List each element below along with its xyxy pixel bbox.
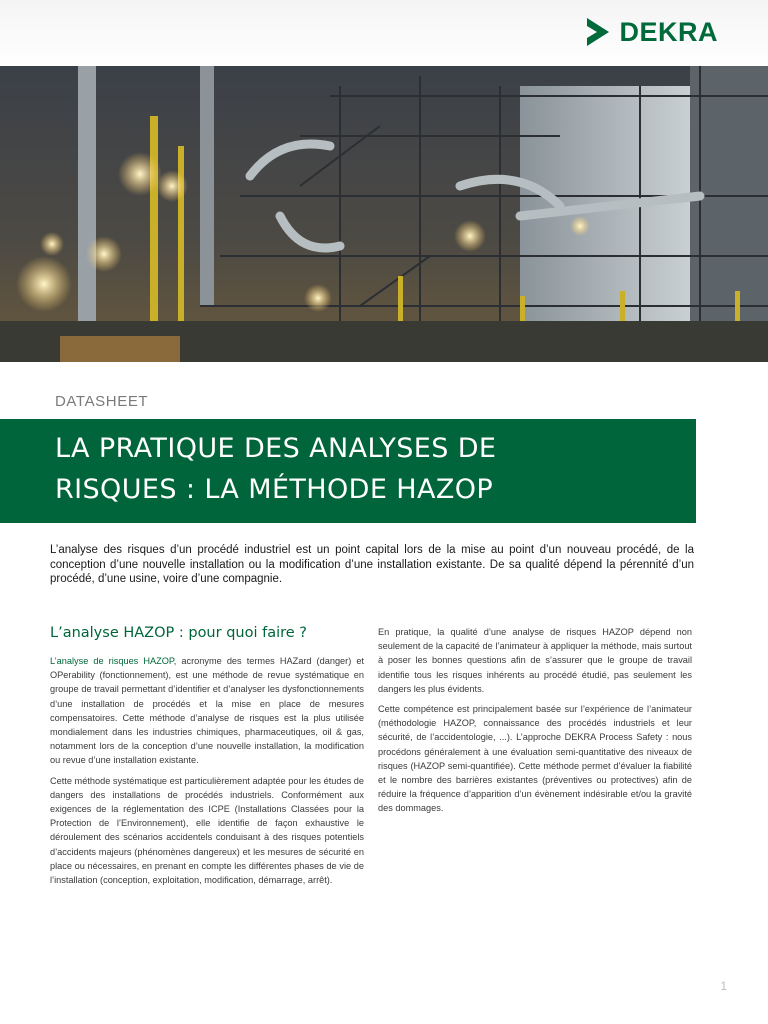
- dekra-logo-icon: [585, 16, 611, 48]
- brand-name: DEKRA: [619, 16, 718, 47]
- right-paragraph-2: Cette compétence est principalement basée sur l’expérience de l’animateur (méthodologie HAZOP, connaissance des procédés industriels et leur sécurité, de l’accidentologie, ...). L’approche DEKRA Process Safety : nous procédons généralement à une évaluation semi-quantitative des niveaux de risques (HAZOP semi-quantifiée). Cette méthode permet d’évaluer la fiabilité et le nombre des barrières existantes (préventives ou protectives) afin de réduire la fréquence d’apparition d’un évènement indésirable et/ou la gravité des dommages.: [378, 704, 692, 814]
- left-paragraph-2: Cette méthode systématique est particulièrement adaptée pour les études de dangers des installations de procédés industriels. Conformément aux exigences de la réglementation des ICPE (Installations Classées pour la Protection de l’Environnement), elle identifie de façon exhaustive le déroulement des scénarios accidentels conduisant à des risques potentiels d’accidents majeurs (phénomènes dangereux) et les mesures de sécurité en place ou nécessaires, en prenant en compte les différentes phases de vie de l’installation (conception, exploitation, modification, démarrage, arrêt).: [50, 775, 364, 886]
- hero-image: [0, 66, 768, 362]
- left-paragraph-1-text: acronyme des termes HAZard (danger) et OPerability (fonctionnement), est une méthode de revue systématique en groupe de travail permettant d’identifier et d’analyser les dysfonctionnements d’une installation de procédés et la mise en place de mesures compensatoires. Cette méthode d’analyse de risques est la plus utilisée mondialement dans les industries chimiques, pharmaceutiques, oil & gas, notamment lors de la conception d’une nouvelle installation, la modification ou revue d’une installation existante.: [50, 656, 365, 766]
- intro-paragraph: L’analyse des risques d’un procédé industriel est un point capital lors de la mise au point d’un nouveau procédé, de la conception d’une nouvelle installation ou la modification d’une installation existante. De sa qualité dépend la pérennité d’un procédé, d’une usine, voire d’une compagnie.: [50, 544, 694, 586]
- dekra-logo: [585, 14, 718, 50]
- section-heading: L’analyse HAZOP : pour quoi faire ?: [50, 625, 307, 641]
- page-title-line-1: LA PRATIQUE DES ANALYSES DE: [55, 433, 497, 464]
- page-title-line-2: RISQUES : LA MÉTHODE HAZOP: [55, 474, 494, 505]
- document-type-label: DATASHEET: [55, 393, 149, 410]
- header-bar: [0, 0, 768, 66]
- page-number: 1: [720, 979, 727, 993]
- left-column: [50, 654, 364, 893]
- industrial-plant-photo-icon: [0, 66, 768, 362]
- title-band: [0, 419, 696, 523]
- hazop-highlight: L’analyse de risques HAZOP,: [50, 656, 177, 666]
- left-paragraph-1: [50, 654, 364, 768]
- right-paragraph-1: En pratique, la qualité d’une analyse de risques HAZOP dépend non seulement de la capacité de l’animateur à appliquer la méthode, mais surtout à poser les bonnes questions afin de s’assurer que le groupe de travail identifie tous les risques inhérents au procédé étudié, pas seulement les dangers les plus évidents.: [378, 627, 692, 694]
- right-column: [378, 625, 692, 822]
